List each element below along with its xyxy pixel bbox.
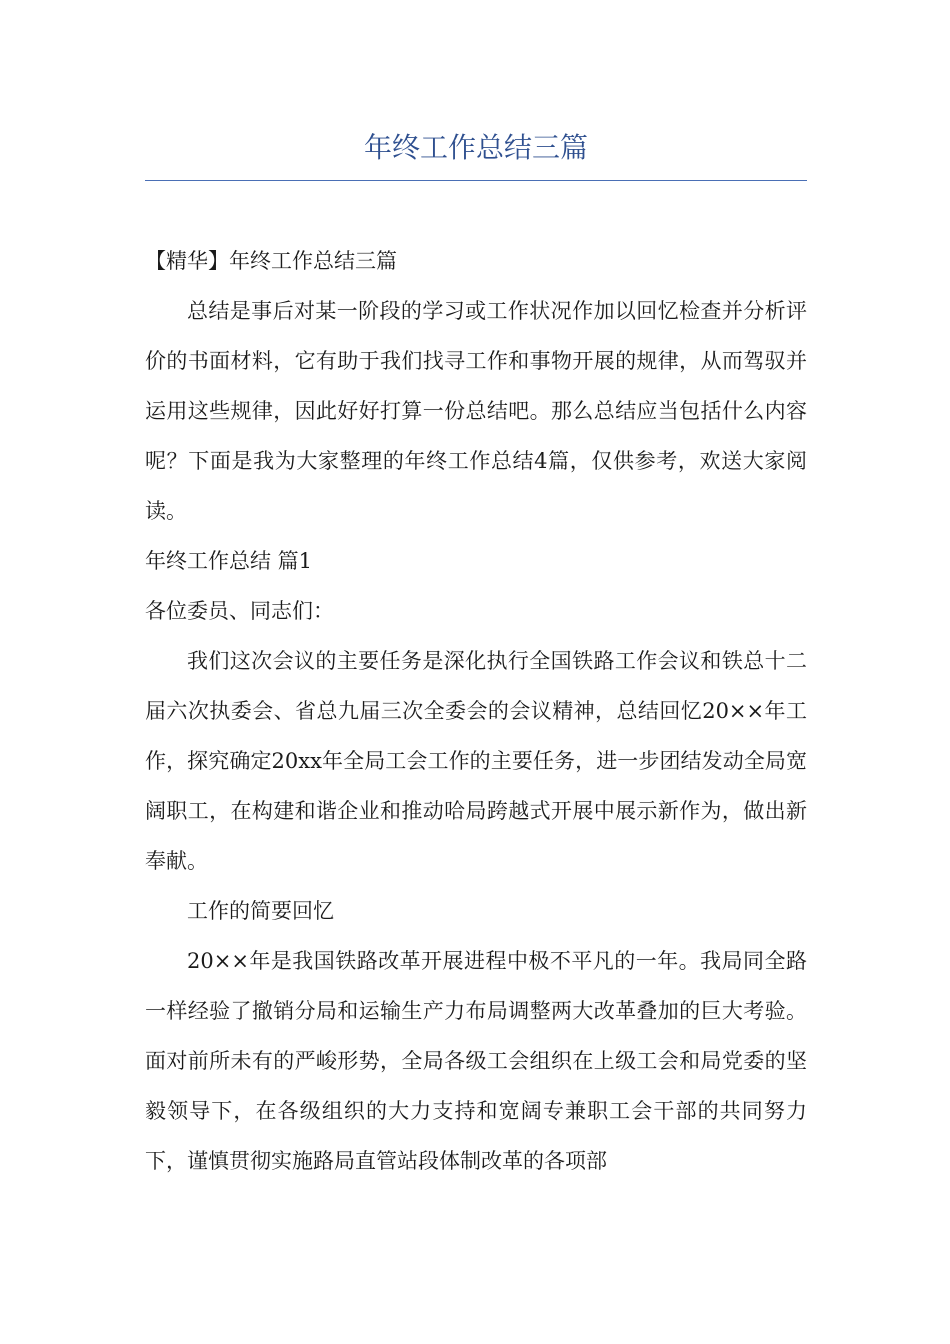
- title-underline: [145, 180, 807, 181]
- section-heading: 年终工作总结 篇1: [145, 549, 313, 573]
- document-body: [145, 236, 807, 1186]
- paragraph-intro: 总结是事后对某一阶段的学习或工作状况作加以回忆检查并分析评价的书面材料，它有助于我们找寻工作和事物开展的规律，从而驾驭并运用这些规律，因此好好打算一份总结吧。那么总结应当包括什么内容呢？下面是我为大家整理的年终工作总结4篇，仅供参考，欢送大家阅读。: [145, 299, 807, 523]
- paragraph-meeting-tasks: 我们这次会议的主要任务是深化执行全国铁路工作会议和铁总十二届六次执委会、省总九届三次全委会的会议精神，总结回忆20××年工作，探究确定20xx年全局工会工作的主要任务，进一步团结发动全局宽阔职工，在构建和谐企业和推动哈局跨越式开展中展示新作为，做出新奉献。: [145, 649, 807, 873]
- paragraph-review: 20××年是我国铁路改革开展进程中极不平凡的一年。我局同全路一样经验了撤销分局和运输生产力布局调整两大改革叠加的巨大考验。面对前所未有的严峻形势，全局各级工会组织在上级工会和局党委的坚毅领导下，在各级组织的大力支持和宽阔专兼职工会干部的共同努力下，谨慎贯彻实施路局直管站段体制改革的各项部: [145, 949, 807, 1173]
- salutation: 各位委员、同志们：: [145, 599, 334, 623]
- document-title: 年终工作总结三篇: [363, 131, 588, 164]
- paragraph-heading: 【精华】年终工作总结三篇: [145, 249, 397, 273]
- subsection-heading: 工作的简要回忆: [187, 899, 334, 923]
